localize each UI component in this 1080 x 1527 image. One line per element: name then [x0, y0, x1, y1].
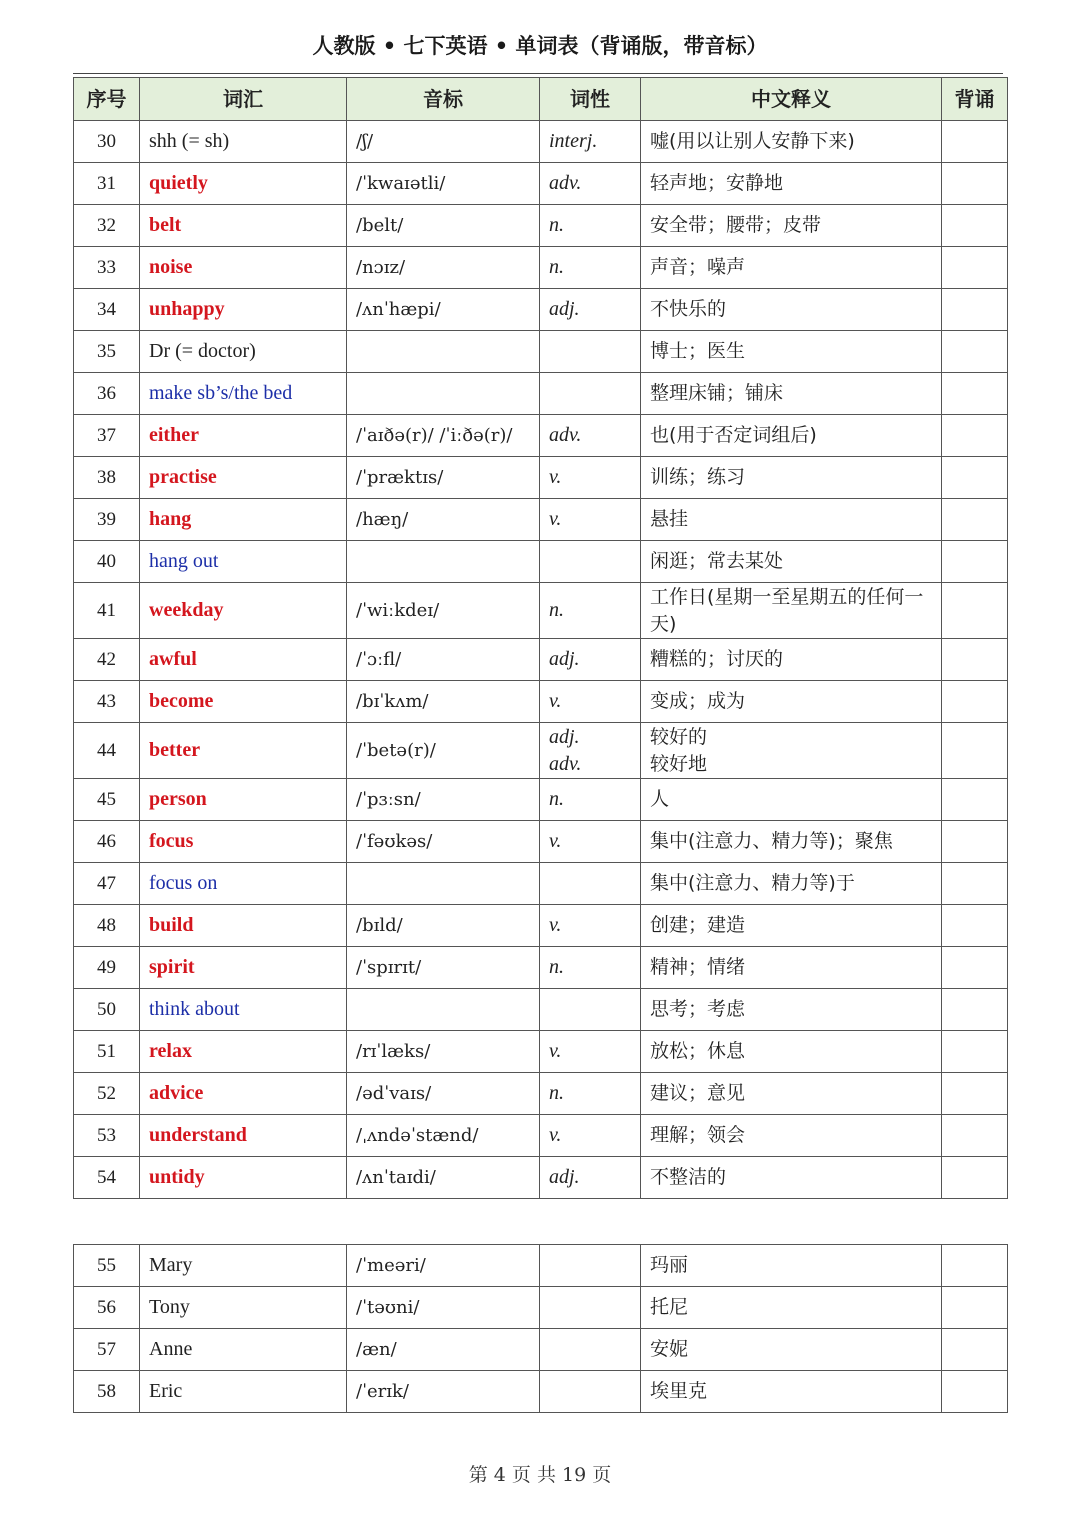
- header-word: 词汇: [140, 78, 347, 121]
- cell-phonetic: /ˈpɜːsn/: [347, 779, 540, 821]
- cell-recite: [942, 1157, 1008, 1199]
- cell-meaning: 不快乐的: [641, 289, 942, 331]
- cell-pos: n.: [540, 779, 641, 821]
- cell-word: advice: [140, 1073, 347, 1115]
- cell-word: belt: [140, 205, 347, 247]
- cell-phonetic: /ʌnˈhæpi/: [347, 289, 540, 331]
- cell-phonetic: /ˈerɪk/: [347, 1371, 540, 1413]
- document-title: 人教版 • 七下英语 • 单词表（背诵版，带音标）: [312, 34, 768, 58]
- table-row: [74, 681, 1008, 723]
- cell-recite: [942, 863, 1008, 905]
- cell-recite: [942, 947, 1008, 989]
- cell-no: 53: [74, 1115, 140, 1157]
- cell-word: become: [140, 681, 347, 723]
- cell-no: 47: [74, 863, 140, 905]
- cell-no: 40: [74, 541, 140, 583]
- names-table: [73, 1244, 1008, 1413]
- table-row: [74, 205, 1008, 247]
- cell-no: 46: [74, 821, 140, 863]
- cell-no: 36: [74, 373, 140, 415]
- cell-pos: n.: [540, 247, 641, 289]
- cell-pos: interj.: [540, 121, 641, 163]
- cell-recite: [942, 905, 1008, 947]
- header-no: 序号: [74, 78, 140, 121]
- cell-meaning: 较好的 较好地: [641, 723, 942, 779]
- cell-phonetic: [347, 863, 540, 905]
- cell-recite: [942, 1371, 1008, 1413]
- cell-recite: [942, 373, 1008, 415]
- table-row: [74, 583, 1008, 639]
- cell-word: Eric: [140, 1371, 347, 1413]
- cell-meaning: 埃里克: [641, 1371, 942, 1413]
- cell-phonetic: [347, 541, 540, 583]
- cell-word: spirit: [140, 947, 347, 989]
- cell-word: make sb’s/the bed: [140, 373, 347, 415]
- cell-no: 39: [74, 499, 140, 541]
- cell-phonetic: /ˈspɪrɪt/: [347, 947, 540, 989]
- table-row: [74, 723, 1008, 779]
- cell-word: Anne: [140, 1329, 347, 1371]
- cell-phonetic: /belt/: [347, 205, 540, 247]
- cell-recite: [942, 163, 1008, 205]
- cell-phonetic: /nɔɪz/: [347, 247, 540, 289]
- cell-phonetic: /ˈɔːfl/: [347, 639, 540, 681]
- cell-pos: n.: [540, 947, 641, 989]
- cell-pos: v.: [540, 499, 641, 541]
- cell-pos: adj.: [540, 1157, 641, 1199]
- cell-pos: [540, 989, 641, 1031]
- cell-word: build: [140, 905, 347, 947]
- cell-recite: [942, 639, 1008, 681]
- cell-meaning: 训练；练习: [641, 457, 942, 499]
- cell-recite: [942, 205, 1008, 247]
- cell-word: either: [140, 415, 347, 457]
- cell-recite: [942, 247, 1008, 289]
- cell-meaning: 放松；休息: [641, 1031, 942, 1073]
- header-phonetic: 音标: [347, 78, 540, 121]
- cell-recite: [942, 121, 1008, 163]
- cell-phonetic: /ˈpræktɪs/: [347, 457, 540, 499]
- cell-pos: n.: [540, 205, 641, 247]
- cell-recite: [942, 289, 1008, 331]
- cell-meaning: 也(用于否定词组后): [641, 415, 942, 457]
- cell-meaning: 整理床铺；铺床: [641, 373, 942, 415]
- cell-pos: v.: [540, 1031, 641, 1073]
- cell-word: Tony: [140, 1287, 347, 1329]
- cell-phonetic: /ˈmeəri/: [347, 1245, 540, 1287]
- cell-no: 48: [74, 905, 140, 947]
- header-pos: 词性: [540, 78, 641, 121]
- table-row: [74, 163, 1008, 205]
- cell-no: 38: [74, 457, 140, 499]
- table-row: [74, 415, 1008, 457]
- name-row: [74, 1245, 1008, 1287]
- table-row: [74, 779, 1008, 821]
- table-row: [74, 639, 1008, 681]
- table-header-row: [74, 78, 1008, 121]
- cell-meaning: 建议；意见: [641, 1073, 942, 1115]
- cell-meaning: 闲逛；常去某处: [641, 541, 942, 583]
- cell-word: focus on: [140, 863, 347, 905]
- cell-pos: [540, 1371, 641, 1413]
- cell-pos: v.: [540, 905, 641, 947]
- cell-no: 52: [74, 1073, 140, 1115]
- cell-pos: adv.: [540, 415, 641, 457]
- cell-meaning: 集中(注意力、精力等)于: [641, 863, 942, 905]
- cell-meaning: 创建；建造: [641, 905, 942, 947]
- cell-meaning: 嘘(用以让别人安静下来): [641, 121, 942, 163]
- cell-phonetic: /ʌnˈtaɪdi/: [347, 1157, 540, 1199]
- cell-no: 37: [74, 415, 140, 457]
- table-row: [74, 331, 1008, 373]
- table-row: [74, 1115, 1008, 1157]
- cell-phonetic: /ˈbetə(r)/: [347, 723, 540, 779]
- cell-pos: [540, 541, 641, 583]
- cell-word: hang out: [140, 541, 347, 583]
- cell-meaning: 玛丽: [641, 1245, 942, 1287]
- cell-word: weekday: [140, 583, 347, 639]
- cell-recite: [942, 681, 1008, 723]
- cell-word: relax: [140, 1031, 347, 1073]
- cell-phonetic: [347, 989, 540, 1031]
- cell-meaning: 悬挂: [641, 499, 942, 541]
- cell-no: 32: [74, 205, 140, 247]
- table-row: [74, 499, 1008, 541]
- cell-no: 30: [74, 121, 140, 163]
- table-row: [74, 821, 1008, 863]
- cell-word: awful: [140, 639, 347, 681]
- vocabulary-table-body: [74, 121, 1008, 1199]
- cell-phonetic: [347, 373, 540, 415]
- cell-no: 56: [74, 1287, 140, 1329]
- cell-no: 50: [74, 989, 140, 1031]
- cell-meaning: 糟糕的；讨厌的: [641, 639, 942, 681]
- cell-recite: [942, 779, 1008, 821]
- cell-word: noise: [140, 247, 347, 289]
- cell-recite: [942, 541, 1008, 583]
- cell-meaning: 理解；领会: [641, 1115, 942, 1157]
- table-row: [74, 373, 1008, 415]
- cell-phonetic: /æn/: [347, 1329, 540, 1371]
- table-row: [74, 541, 1008, 583]
- cell-no: 41: [74, 583, 140, 639]
- cell-pos: adv.: [540, 163, 641, 205]
- cell-phonetic: /bɪld/: [347, 905, 540, 947]
- cell-no: 35: [74, 331, 140, 373]
- cell-pos: v.: [540, 457, 641, 499]
- cell-phonetic: [347, 331, 540, 373]
- cell-no: 49: [74, 947, 140, 989]
- names-table-body: [74, 1245, 1008, 1413]
- cell-phonetic: /ˈwiːkdeɪ/: [347, 583, 540, 639]
- cell-pos: [540, 863, 641, 905]
- cell-phonetic: /ˌʌndəˈstænd/: [347, 1115, 540, 1157]
- cell-phonetic: /rɪˈlæks/: [347, 1031, 540, 1073]
- cell-no: 44: [74, 723, 140, 779]
- cell-word: unhappy: [140, 289, 347, 331]
- cell-recite: [942, 415, 1008, 457]
- cell-phonetic: /ədˈvaɪs/: [347, 1073, 540, 1115]
- cell-no: 57: [74, 1329, 140, 1371]
- cell-word: better: [140, 723, 347, 779]
- vocabulary-table: [73, 77, 1008, 1199]
- cell-pos: [540, 331, 641, 373]
- cell-pos: v.: [540, 821, 641, 863]
- cell-meaning: 精神；情绪: [641, 947, 942, 989]
- cell-meaning: 轻声地；安静地: [641, 163, 942, 205]
- cell-meaning: 集中(注意力、精力等)；聚焦: [641, 821, 942, 863]
- table-row: [74, 457, 1008, 499]
- cell-word: practise: [140, 457, 347, 499]
- cell-no: 42: [74, 639, 140, 681]
- cell-pos: [540, 1245, 641, 1287]
- cell-pos: n.: [540, 583, 641, 639]
- cell-pos: v.: [540, 1115, 641, 1157]
- table-row: [74, 863, 1008, 905]
- cell-meaning: 安妮: [641, 1329, 942, 1371]
- cell-phonetic: /hæŋ/: [347, 499, 540, 541]
- cell-recite: [942, 723, 1008, 779]
- cell-phonetic: /ʃ/: [347, 121, 540, 163]
- table-row: [74, 1073, 1008, 1115]
- name-row: [74, 1287, 1008, 1329]
- cell-pos: adj.: [540, 639, 641, 681]
- cell-word: think about: [140, 989, 347, 1031]
- page-number: 第 4 页 共 19 页: [468, 1464, 612, 1486]
- cell-word: Mary: [140, 1245, 347, 1287]
- cell-meaning: 不整洁的: [641, 1157, 942, 1199]
- table-row: [74, 121, 1008, 163]
- cell-phonetic: /ˈfəʊkəs/: [347, 821, 540, 863]
- cell-word: focus: [140, 821, 347, 863]
- cell-meaning: 人: [641, 779, 942, 821]
- cell-meaning: 工作日(星期一至星期五的任何一天): [641, 583, 942, 639]
- table-row: [74, 947, 1008, 989]
- table-row: [74, 247, 1008, 289]
- cell-no: 58: [74, 1371, 140, 1413]
- cell-no: 31: [74, 163, 140, 205]
- cell-recite: [942, 499, 1008, 541]
- cell-recite: [942, 1287, 1008, 1329]
- cell-phonetic: /ˈaɪðə(r)/ /ˈiːðə(r)/: [347, 415, 540, 457]
- cell-no: 43: [74, 681, 140, 723]
- cell-phonetic: /bɪˈkʌm/: [347, 681, 540, 723]
- cell-pos: [540, 1329, 641, 1371]
- cell-no: 33: [74, 247, 140, 289]
- cell-word: Dr (= doctor): [140, 331, 347, 373]
- cell-pos: adj.: [540, 289, 641, 331]
- cell-word: untidy: [140, 1157, 347, 1199]
- cell-word: shh (= sh): [140, 121, 347, 163]
- cell-phonetic: /ˈkwaɪətli/: [347, 163, 540, 205]
- cell-recite: [942, 1031, 1008, 1073]
- cell-no: 55: [74, 1245, 140, 1287]
- cell-phonetic: /ˈtəʊni/: [347, 1287, 540, 1329]
- cell-meaning: 思考；考虑: [641, 989, 942, 1031]
- cell-recite: [942, 821, 1008, 863]
- cell-word: understand: [140, 1115, 347, 1157]
- cell-no: 45: [74, 779, 140, 821]
- cell-recite: [942, 1329, 1008, 1371]
- cell-meaning: 变成；成为: [641, 681, 942, 723]
- cell-meaning: 托尼: [641, 1287, 942, 1329]
- cell-word: person: [140, 779, 347, 821]
- cell-recite: [942, 331, 1008, 373]
- table-row: [74, 905, 1008, 947]
- name-row: [74, 1329, 1008, 1371]
- header-meaning: 中文释义: [641, 78, 942, 121]
- cell-word: quietly: [140, 163, 347, 205]
- cell-recite: [942, 989, 1008, 1031]
- cell-recite: [942, 457, 1008, 499]
- cell-pos: n.: [540, 1073, 641, 1115]
- cell-no: 34: [74, 289, 140, 331]
- cell-meaning: 安全带；腰带；皮带: [641, 205, 942, 247]
- name-row: [74, 1371, 1008, 1413]
- table-row: [74, 289, 1008, 331]
- cell-meaning: 声音；噪声: [641, 247, 942, 289]
- cell-recite: [942, 583, 1008, 639]
- cell-pos: [540, 1287, 641, 1329]
- cell-recite: [942, 1115, 1008, 1157]
- cell-recite: [942, 1073, 1008, 1115]
- header-recite: 背诵: [942, 78, 1008, 121]
- title-divider: [73, 73, 1003, 74]
- cell-pos: adj. adv.: [540, 723, 641, 779]
- cell-meaning: 博士；医生: [641, 331, 942, 373]
- table-row: [74, 1157, 1008, 1199]
- table-row: [74, 1031, 1008, 1073]
- cell-pos: [540, 373, 641, 415]
- cell-word: hang: [140, 499, 347, 541]
- cell-no: 54: [74, 1157, 140, 1199]
- cell-pos: v.: [540, 681, 641, 723]
- table-row: [74, 989, 1008, 1031]
- cell-recite: [942, 1245, 1008, 1287]
- cell-no: 51: [74, 1031, 140, 1073]
